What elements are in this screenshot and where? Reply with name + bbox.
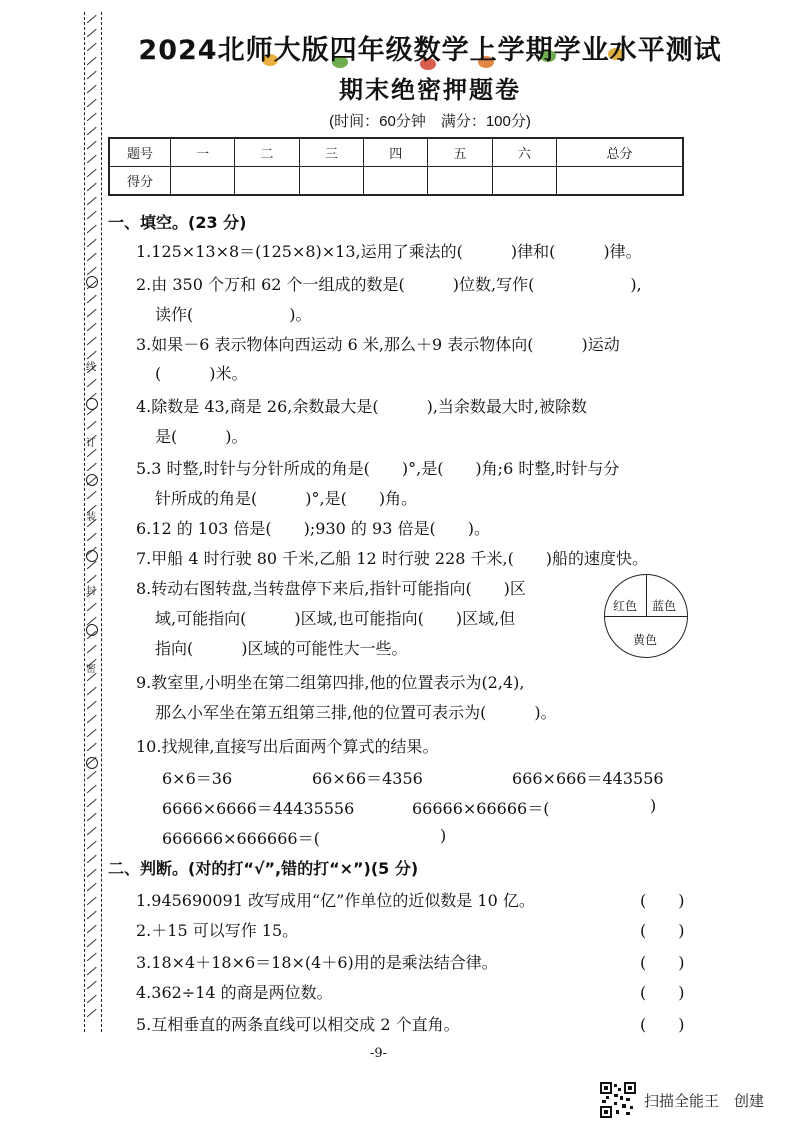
judge-item: 1.945690091 改写成用“亿”作单位的近似数是 10 亿。 <box>136 891 535 910</box>
judge-answer-blank[interactable]: ( ) <box>640 983 685 1002</box>
section1-heading: 一、填空。(23 分) <box>108 213 247 232</box>
binding-hatch <box>87 295 99 307</box>
binding-hole-icon <box>86 398 98 410</box>
binding-hole-icon <box>86 624 98 636</box>
binding-hatch <box>87 701 99 713</box>
table-row <box>109 138 683 167</box>
binding-hatch <box>87 967 99 979</box>
binding-hatch <box>87 71 99 83</box>
judge-answer-blank[interactable]: ( ) <box>640 953 685 972</box>
question-line: 1.125×13×8＝(125×8)×13,运用了乘法的( )律和( )律。 <box>136 242 642 261</box>
binding-hatch <box>87 841 99 853</box>
binding-hatch <box>87 561 99 573</box>
binding-hatch <box>87 925 99 937</box>
binding-hole-icon <box>86 276 98 288</box>
spinner-label-yellow: 黄色 <box>633 633 658 647</box>
binding-hatch <box>87 351 99 363</box>
qr-code-icon <box>600 1082 636 1118</box>
question-line: 8.转动右图转盘,当转盘停下来后,指针可能指向( )区 <box>136 579 526 598</box>
binding-hatch <box>87 43 99 55</box>
binding-hatch <box>87 687 99 699</box>
binding-hatch <box>87 799 99 811</box>
binding-hatch <box>87 981 99 993</box>
table-cell: 三 <box>299 138 363 167</box>
score-field[interactable] <box>428 167 492 196</box>
pattern-answer-close: ) <box>440 826 447 845</box>
section2-heading: 二、判断。(对的打“√”,错的打“×”)(5 分) <box>108 859 419 878</box>
pattern-item: 666666×666666＝( <box>162 829 320 848</box>
pattern-item: 66×66＝4356 <box>312 769 423 788</box>
binding-hatch <box>87 533 99 545</box>
exam-subtitle: 期末绝密押题卷 <box>339 76 521 104</box>
binding-hatch <box>87 337 99 349</box>
binding-hatch <box>87 869 99 881</box>
score-field[interactable] <box>492 167 556 196</box>
binding-hatch <box>87 729 99 741</box>
spinner-diagram <box>604 574 688 658</box>
binding-hatch <box>87 85 99 97</box>
binding-hatch <box>87 155 99 167</box>
binding-label: 订 <box>86 438 96 449</box>
binding-hatch <box>87 15 99 27</box>
binding-hatch <box>87 715 99 727</box>
binding-hatch <box>87 421 99 433</box>
score-field[interactable] <box>235 167 299 196</box>
pattern-item: 6×6＝36 <box>162 769 233 788</box>
exam-title: 2024北师大版四年级数学上学期学业水平测试 <box>138 35 722 66</box>
binding-hole-icon <box>86 757 98 769</box>
table-cell: 一 <box>171 138 235 167</box>
spinner-divider <box>646 575 647 616</box>
table-cell: 二 <box>235 138 299 167</box>
binding-hatch <box>87 827 99 839</box>
score-field[interactable] <box>557 167 683 196</box>
spinner-label-blue: 蓝色 <box>652 599 677 613</box>
pattern-answer-close: ) <box>650 796 657 815</box>
spinner-divider <box>605 616 687 617</box>
score-field[interactable] <box>171 167 235 196</box>
question-line: 2.由 350 个万和 62 个一组成的数是( )位数,写作( ), <box>136 275 642 294</box>
question-line: 3.如果－6 表示物体向西运动 6 米,那么＋9 表示物体向( )运动 <box>136 335 620 354</box>
binding-label: 密 <box>86 664 96 675</box>
score-field[interactable] <box>364 167 428 196</box>
binding-hatch <box>87 771 99 783</box>
binding-hatch <box>87 645 99 657</box>
table-cell: 六 <box>492 138 556 167</box>
binding-hatch <box>87 29 99 41</box>
question-line: 10.找规律,直接写出后面两个算式的结果。 <box>136 737 439 756</box>
binding-hatch <box>87 309 99 321</box>
binding-hatch <box>87 743 99 755</box>
binding-label: 封 <box>86 586 96 597</box>
question-line: 域,可能指向( )区域,也可能指向( )区域,但 <box>155 609 516 628</box>
question-line: 指向( )区域的可能性大一些。 <box>155 639 408 658</box>
binding-hatch <box>87 953 99 965</box>
question-line: 针所成的角是( )°,是( )角。 <box>155 489 418 508</box>
question-line: 4.除数是 43,商是 26,余数最大是( ),当余数最大时,被除数 <box>136 397 587 416</box>
binding-hatch <box>87 57 99 69</box>
table-cell: 得分 <box>109 167 171 196</box>
question-line: 9.教室里,小明坐在第二组第四排,他的位置表示为(2,4), <box>136 673 525 692</box>
table-cell: 总分 <box>557 138 683 167</box>
binding-hatch <box>87 225 99 237</box>
pattern-item: 6666×6666＝44435556 <box>162 799 355 818</box>
judge-item: 5.互相垂直的两条直线可以相交成 2 个直角。 <box>136 1015 460 1034</box>
score-table <box>108 137 684 196</box>
judge-item: 4.362÷14 的商是两位数。 <box>136 983 333 1002</box>
binding-label: 装 <box>86 512 96 523</box>
binding-hatch <box>87 575 99 587</box>
scanner-brand: 扫描全能王 创建 <box>644 1092 765 1110</box>
binding-hatch <box>87 253 99 265</box>
binding-hatch <box>87 127 99 139</box>
binding-hatch <box>87 939 99 951</box>
score-field[interactable] <box>299 167 363 196</box>
binding-hatch <box>87 813 99 825</box>
binding-hatch <box>87 911 99 923</box>
question-line: 7.甲船 4 时行驶 80 千米,乙船 12 时行驶 228 千米,( )船的速度快。 <box>136 549 649 568</box>
table-row <box>109 167 683 196</box>
question-line: 那么小军坐在第五组第三排,他的位置可表示为( )。 <box>155 703 557 722</box>
binding-hatch <box>87 197 99 209</box>
spinner-label-red: 红色 <box>613 599 638 613</box>
pattern-item: 666×666＝443556 <box>512 769 664 788</box>
exam-meta: (时间：60分钟 满分：100分) <box>329 113 531 130</box>
binding-hatch <box>87 897 99 909</box>
pattern-item: 66666×66666＝( <box>412 799 550 818</box>
page-number: -9- <box>370 1046 388 1061</box>
binding-hatch <box>87 113 99 125</box>
judge-answer-blank[interactable]: ( ) <box>640 921 685 940</box>
table-cell: 四 <box>364 138 428 167</box>
binding-hatch <box>87 323 99 335</box>
binding-hatch <box>87 855 99 867</box>
binding-hatch <box>87 491 99 503</box>
binding-hatch <box>87 995 99 1007</box>
question-line: 读作( )。 <box>155 305 312 324</box>
table-cell: 五 <box>428 138 492 167</box>
question-line: ( )米。 <box>155 364 248 383</box>
binding-hatch <box>87 141 99 153</box>
binding-label: 线 <box>86 362 96 373</box>
binding-hatch <box>87 785 99 797</box>
binding-hatch <box>87 463 99 475</box>
question-line: 6.12 的 103 倍是( );930 的 93 倍是( )。 <box>136 519 490 538</box>
binding-hole-icon <box>86 474 98 486</box>
binding-hatch <box>87 99 99 111</box>
binding-hatch <box>87 603 99 615</box>
binding-hatch <box>87 239 99 251</box>
judge-item: 2.＋15 可以写作 15。 <box>136 921 299 940</box>
binding-hatch <box>87 1009 99 1021</box>
binding-hole-icon <box>86 550 98 562</box>
binding-hatch <box>87 211 99 223</box>
judge-answer-blank[interactable]: ( ) <box>640 1015 685 1034</box>
binding-hatch <box>87 883 99 895</box>
judge-item: 3.18×4＋18×6＝18×(4＋6)用的是乘法结合律。 <box>136 953 498 972</box>
table-cell: 题号 <box>109 138 171 167</box>
binding-hatch <box>87 169 99 181</box>
binding-hatch <box>87 449 99 461</box>
judge-answer-blank[interactable]: ( ) <box>640 891 685 910</box>
binding-hatch <box>87 379 99 391</box>
binding-hatch <box>87 183 99 195</box>
question-line: 5.3 时整,时针与分针所成的角是( )°,是( )角;6 时整,时针与分 <box>136 459 620 478</box>
question-line: 是( )。 <box>155 427 248 446</box>
